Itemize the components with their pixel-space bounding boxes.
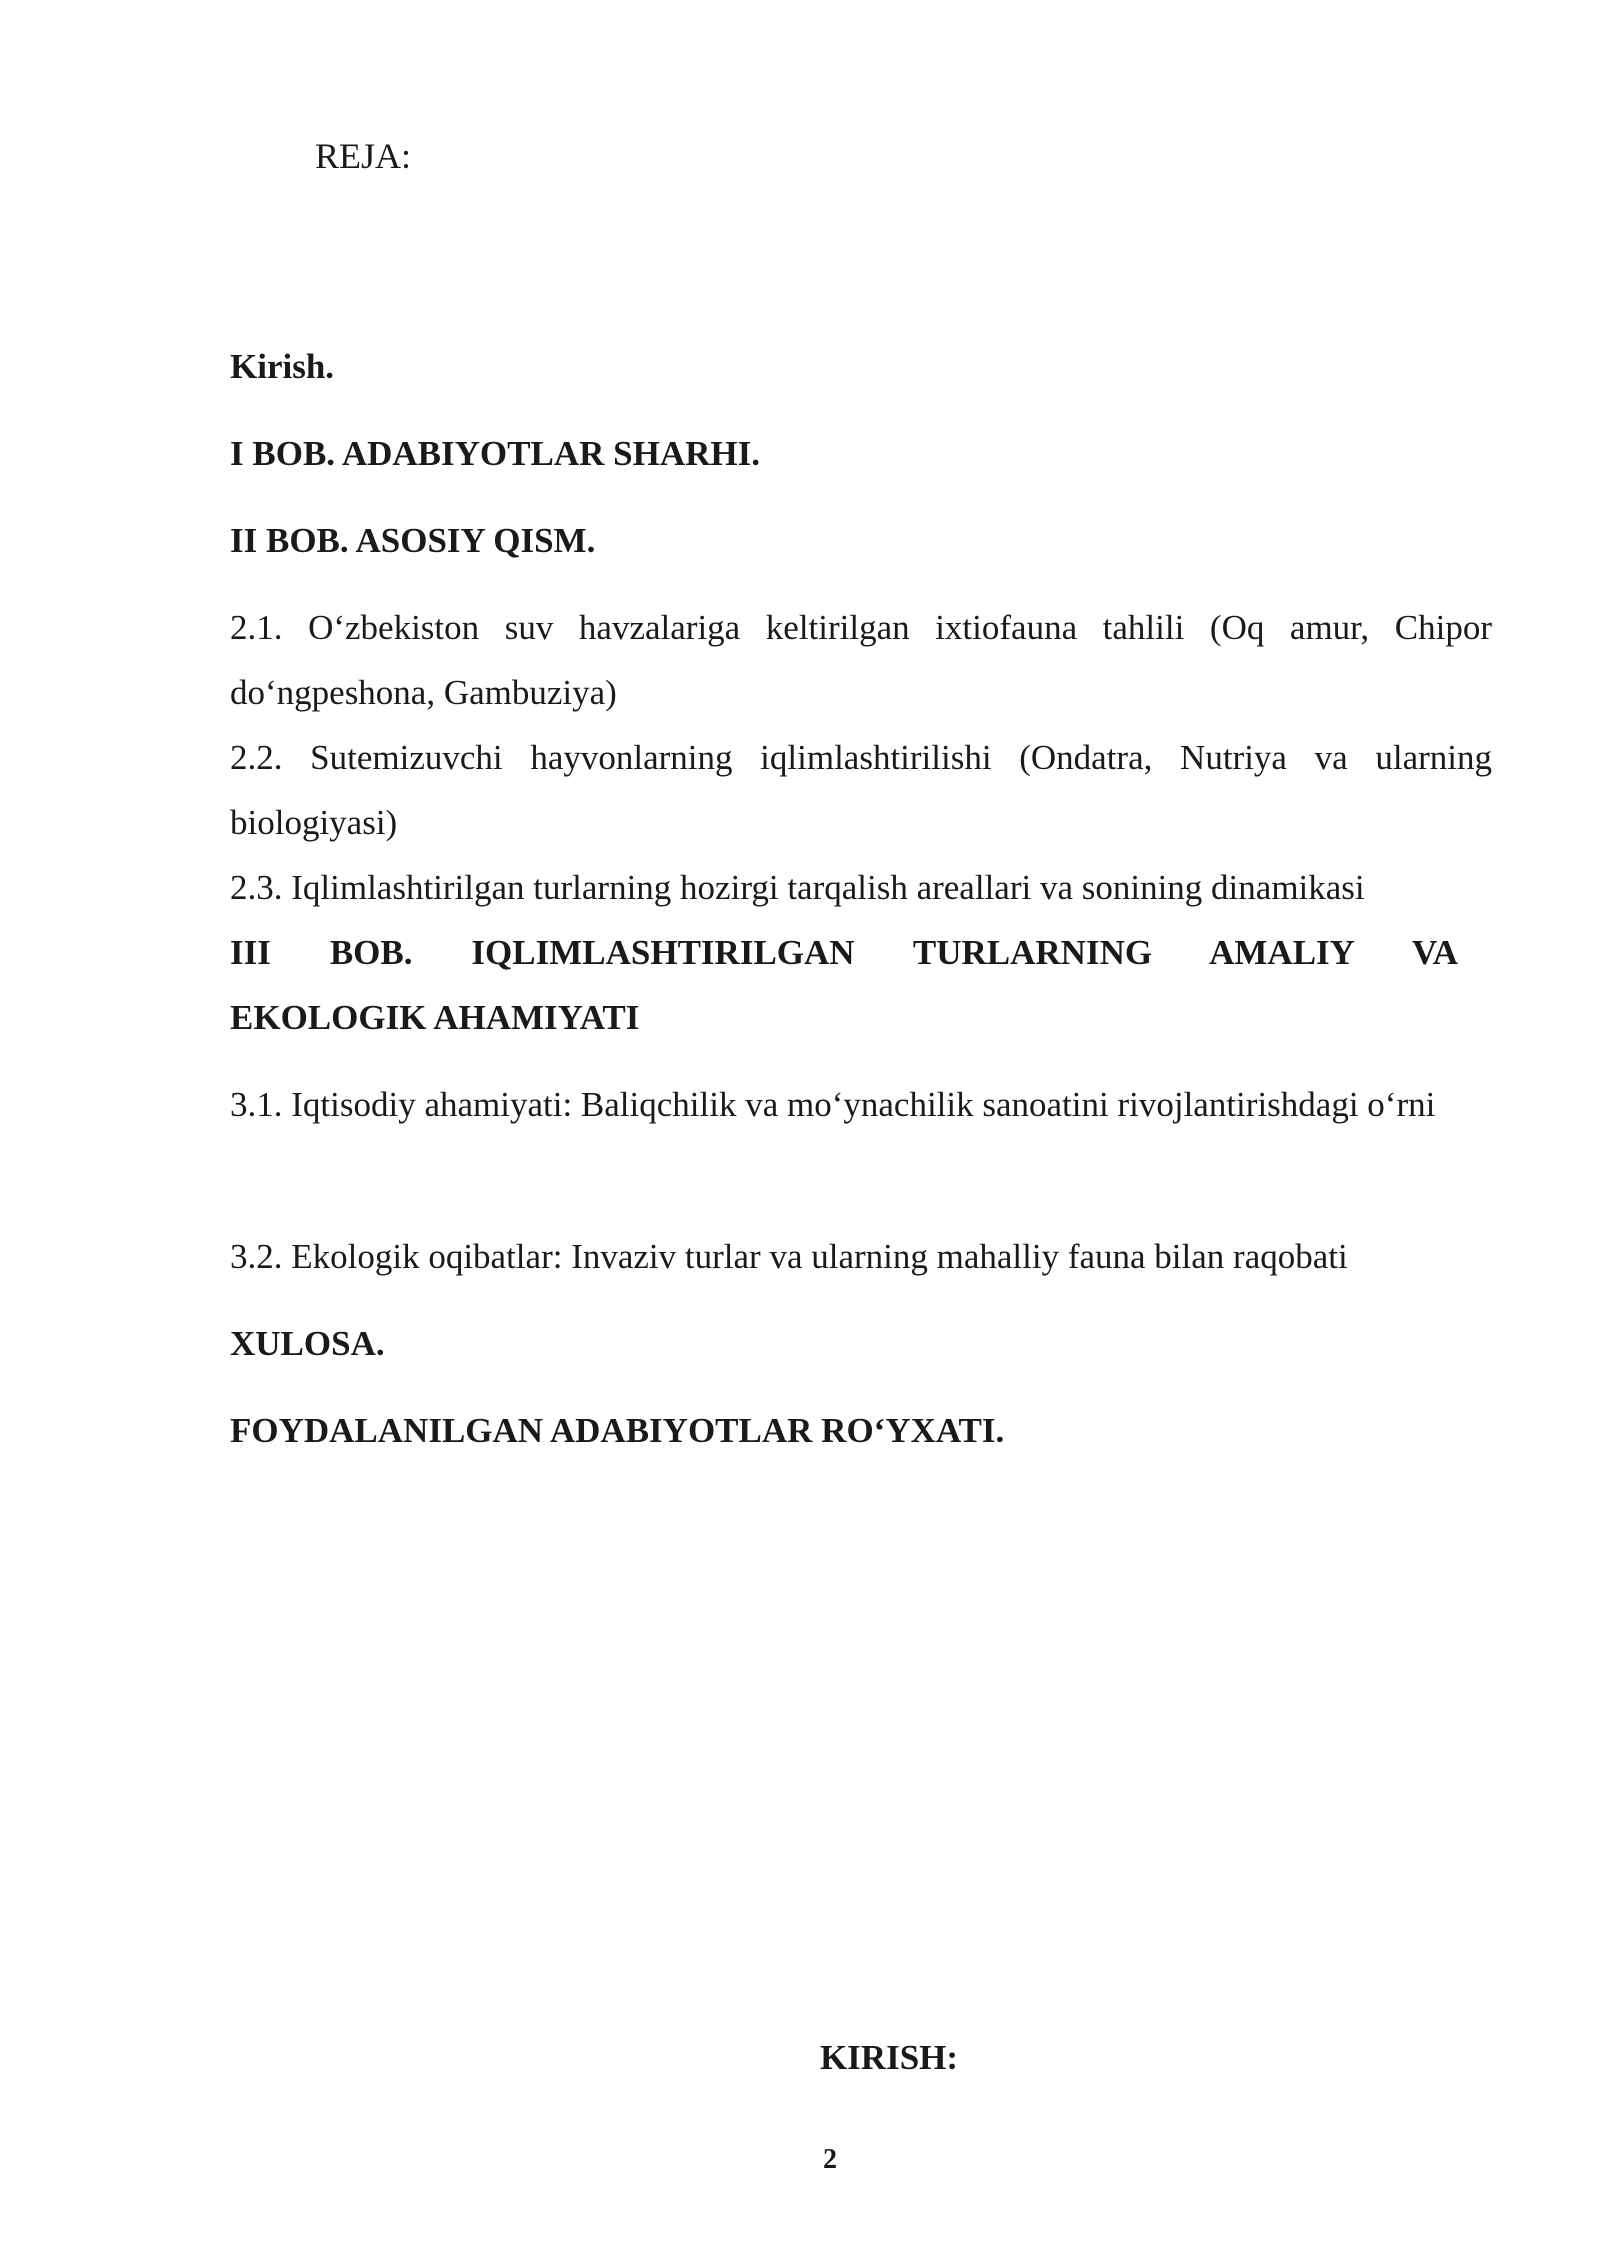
toc-item-section-2-3: 2.3. Iqlimlashtirilgan turlarning hozirgi tarqalish areallari va sonining dinamikasi bbox=[230, 868, 1365, 907]
toc-item-conclusion: XULOSA. bbox=[230, 1324, 385, 1363]
toc-item-chapter-3-line-2: EKOLOGIK AHAMIYATI bbox=[230, 998, 640, 1037]
toc-item-section-2-1: 2.1. O‘zbekiston suv havzalariga keltirilgan ixtiofauna tahlili (Oq amur, Chipor do‘ngpeshona, Gambuziya) bbox=[230, 608, 1492, 712]
toc-item-section-2-2: 2.2. Sutemizuvchi hayvonlarning iqlimlashtirilishi (Ondatra, Nutriya va ularning biologiyasi) bbox=[230, 738, 1492, 842]
toc-item-section-3-1: 3.1. Iqtisodiy ahamiyati: Baliqchilik va mo‘ynachilik sanoatini rivojlantirishdagi o‘rni bbox=[230, 1085, 1436, 1124]
plan-heading: REJA: bbox=[315, 136, 412, 176]
page-number: 2 bbox=[823, 2144, 837, 2175]
toc-item-chapter-2: II BOB. ASOSIY QISM. bbox=[230, 521, 596, 560]
toc-item-kirish: Kirish. bbox=[230, 347, 335, 386]
next-section-heading: KIRISH: bbox=[819, 2038, 959, 2077]
toc-item-references: FOYDALANILGAN ADABIYOTLAR RO‘YXATI. bbox=[230, 1411, 1005, 1450]
toc-item-chapter-1: I BOB. ADABIYOTLAR SHARHI. bbox=[230, 434, 760, 473]
toc-item-section-3-2: 3.2. Ekologik oqibatlar: Invaziv turlar va ularning mahalliy fauna bilan raqobati bbox=[230, 1237, 1348, 1276]
toc-item-chapter-3-line-1: III BOB. IQLIMLASHTIRILGAN TURLARNING AMALIY VA bbox=[230, 933, 1458, 972]
